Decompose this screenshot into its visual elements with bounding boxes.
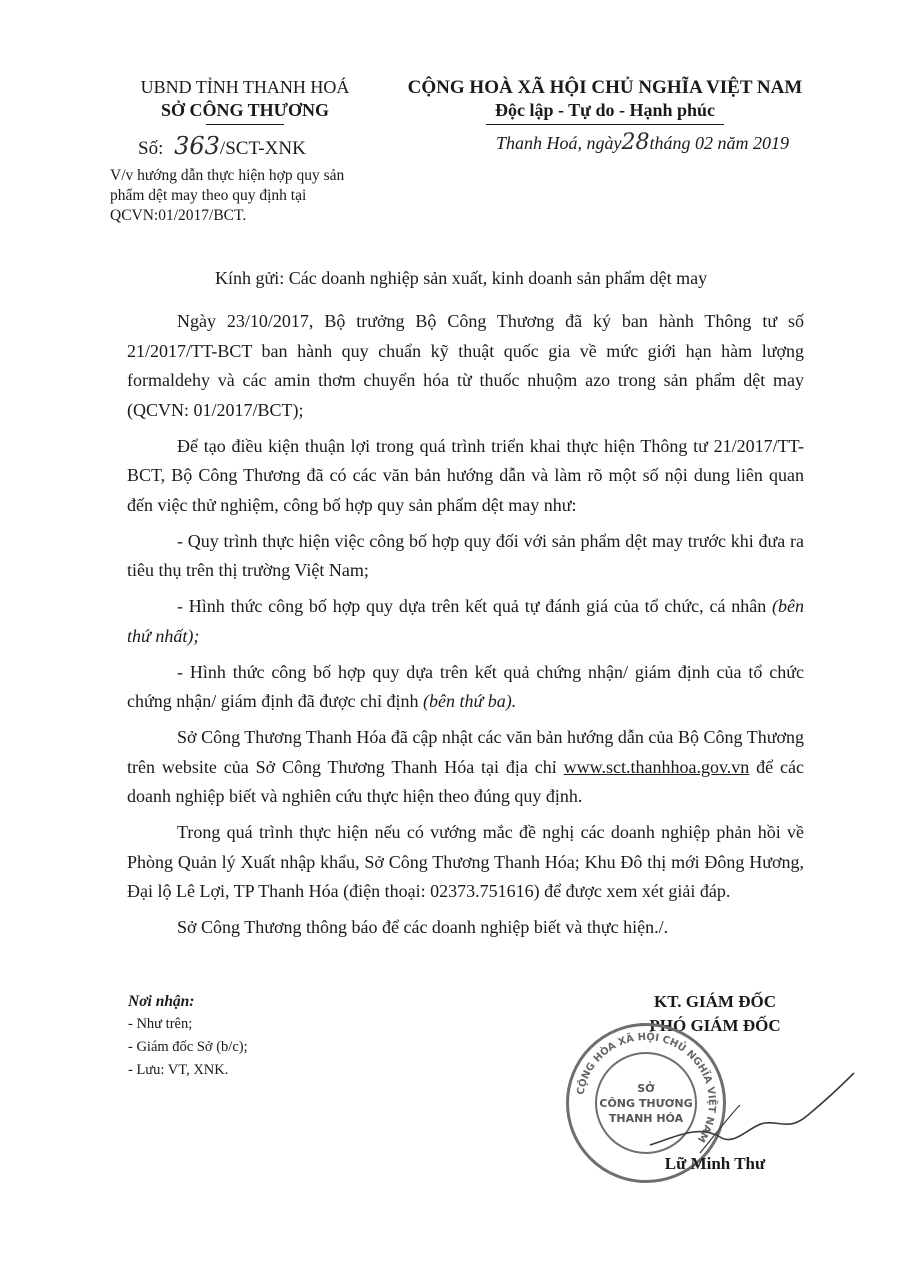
recipients-block <box>128 990 248 1082</box>
salutation: Kính gửi: Các doanh nghiệp sản xuất, kinh doanh sản phẩm dệt may <box>215 268 708 288</box>
date-suffix: tháng 02 năm 2019 <box>649 133 789 153</box>
issuing-authority: UBND TỈNH THANH HOÁ <box>140 77 350 97</box>
svg-text:CỘNG HÒA XÃ HỘI CHỦ NGHĨA VIỆT: CỘNG HÒA XÃ HỘI CHỦ NGHĨA VIỆT NAM <box>575 1031 718 1144</box>
date-day-handwritten: 28 <box>621 130 650 155</box>
nation-title: CỘNG HOÀ XÃ HỘI CHỦ NGHĨA VIỆT NAM <box>407 77 803 98</box>
recipient-item: - Như trên; <box>128 1016 193 1032</box>
seal-line-1: SỞ <box>637 1081 655 1095</box>
seal-line-2: CÔNG THƯƠNG <box>599 1096 693 1110</box>
paragraph-6-text-after: để các doanh nghiệp biết và nghiên cứu thực hiện theo đúng quy định. <box>127 756 804 806</box>
paragraph-5-italic: (bên thứ ba). <box>422 691 517 711</box>
paragraph-4-italic: (bên thứ nhất); <box>127 596 804 646</box>
website-link[interactable]: www.sct.thanhhoa.gov.vn <box>563 756 750 777</box>
department-name: SỞ CÔNG THƯƠNG <box>160 100 330 120</box>
recipient-item: - Lưu: VT, XNK. <box>128 1062 229 1078</box>
letter-body <box>127 307 804 943</box>
motto: Độc lập - Tự do - Hạnh phúc <box>494 100 716 120</box>
paragraph-5-text: - Hình thức công bố hợp quy dựa trên kết quả chứng nhận/ giám định của tổ chức chứng nhận/ giám định đã được chỉ định <box>127 661 804 711</box>
number-label: Số: <box>138 138 164 159</box>
paragraph-5 <box>127 658 804 717</box>
document-number <box>138 132 306 160</box>
signer-role-1: KT. GIÁM ĐỐC <box>654 992 776 1011</box>
department-underline <box>206 124 284 125</box>
paragraph-6-text-before: Sở Công Thương Thanh Hóa đã cập nhật các văn bản hướng dẫn của Bộ Công Thương trên website của Sở Công Thương Thanh Hóa tại địa chỉ <box>127 727 804 777</box>
issuing-department <box>110 99 380 125</box>
subject-line: V/v hướng dẫn thực hiện hợp quy sản phẩm dệt may theo quy định tại QCVN:01/2017/BCT. <box>110 167 345 224</box>
paragraph-8: Sở Công Thương thông báo để các doanh nghiệp biết và thực hiện./. <box>177 917 669 937</box>
paragraph-4 <box>127 592 804 651</box>
paragraph-3: - Quy trình thực hiện việc công bố hợp quy đối với sản phẩm dệt may trước khi đưa ra tiêu thụ trên thị trường Việt Nam; <box>127 530 804 580</box>
motto-underline <box>486 124 724 125</box>
paragraph-6 <box>127 723 804 812</box>
recipients-title: Nơi nhận: <box>128 993 195 1010</box>
paragraph-7: Trong quá trình thực hiện nếu có vướng mắc đề nghị các doanh nghiệp phản hồi về Phòng Quản lý Xuất nhập khẩu, Sở Công Thương Thanh Hóa; Khu Đô thị mới Đông Hương, Đại lộ Lê Lợi, TP Thanh Hóa (điện thoại: 02373.751616) để được xem xét giải đáp. <box>127 822 804 901</box>
handwritten-signature <box>640 1065 860 1165</box>
paragraph-4-text: - Hình thức công bố hợp quy dựa trên kết quả tự đánh giá của tổ chức, cá nhân <box>177 596 773 616</box>
signer-name: Lữ Minh Thư <box>664 1154 766 1173</box>
date-prefix: Thanh Hoá, ngày <box>496 133 622 153</box>
issue-date <box>496 130 789 155</box>
paragraph-2: Để tạo điều kiện thuận lợi trong quá trình triển khai thực hiện Thông tư 21/2017/TT-BCT, Bộ Công Thương đã có các văn bản hướng dẫn và làm rõ một số nội dung liên quan đến việc thử nghiệm, công bố hợp quy sản phẩm dệt may như: <box>127 435 804 515</box>
number-suffix: /SCT-XNK <box>219 138 306 159</box>
paragraph-1: Ngày 23/10/2017, Bộ trưởng Bộ Công Thương đã ký ban hành Thông tư số 21/2017/TT-BCT ban hành quy chuẩn kỹ thuật quốc gia về mức giới hạn hàm lượng formaldehy và các amin thơm chuyển hóa từ thuốc nhuộm azo trong sản phẩm dệt may (QCVN: 01/2017/BCT); <box>127 311 804 420</box>
number-handwritten: 363 <box>174 132 220 160</box>
recipient-item: - Giám đốc Sở (b/c); <box>128 1039 248 1055</box>
motto-block <box>390 99 820 125</box>
seal-line-3: THANH HÓA <box>608 1111 684 1125</box>
signer-role-2: PHÓ GIÁM ĐỐC <box>649 1016 781 1035</box>
